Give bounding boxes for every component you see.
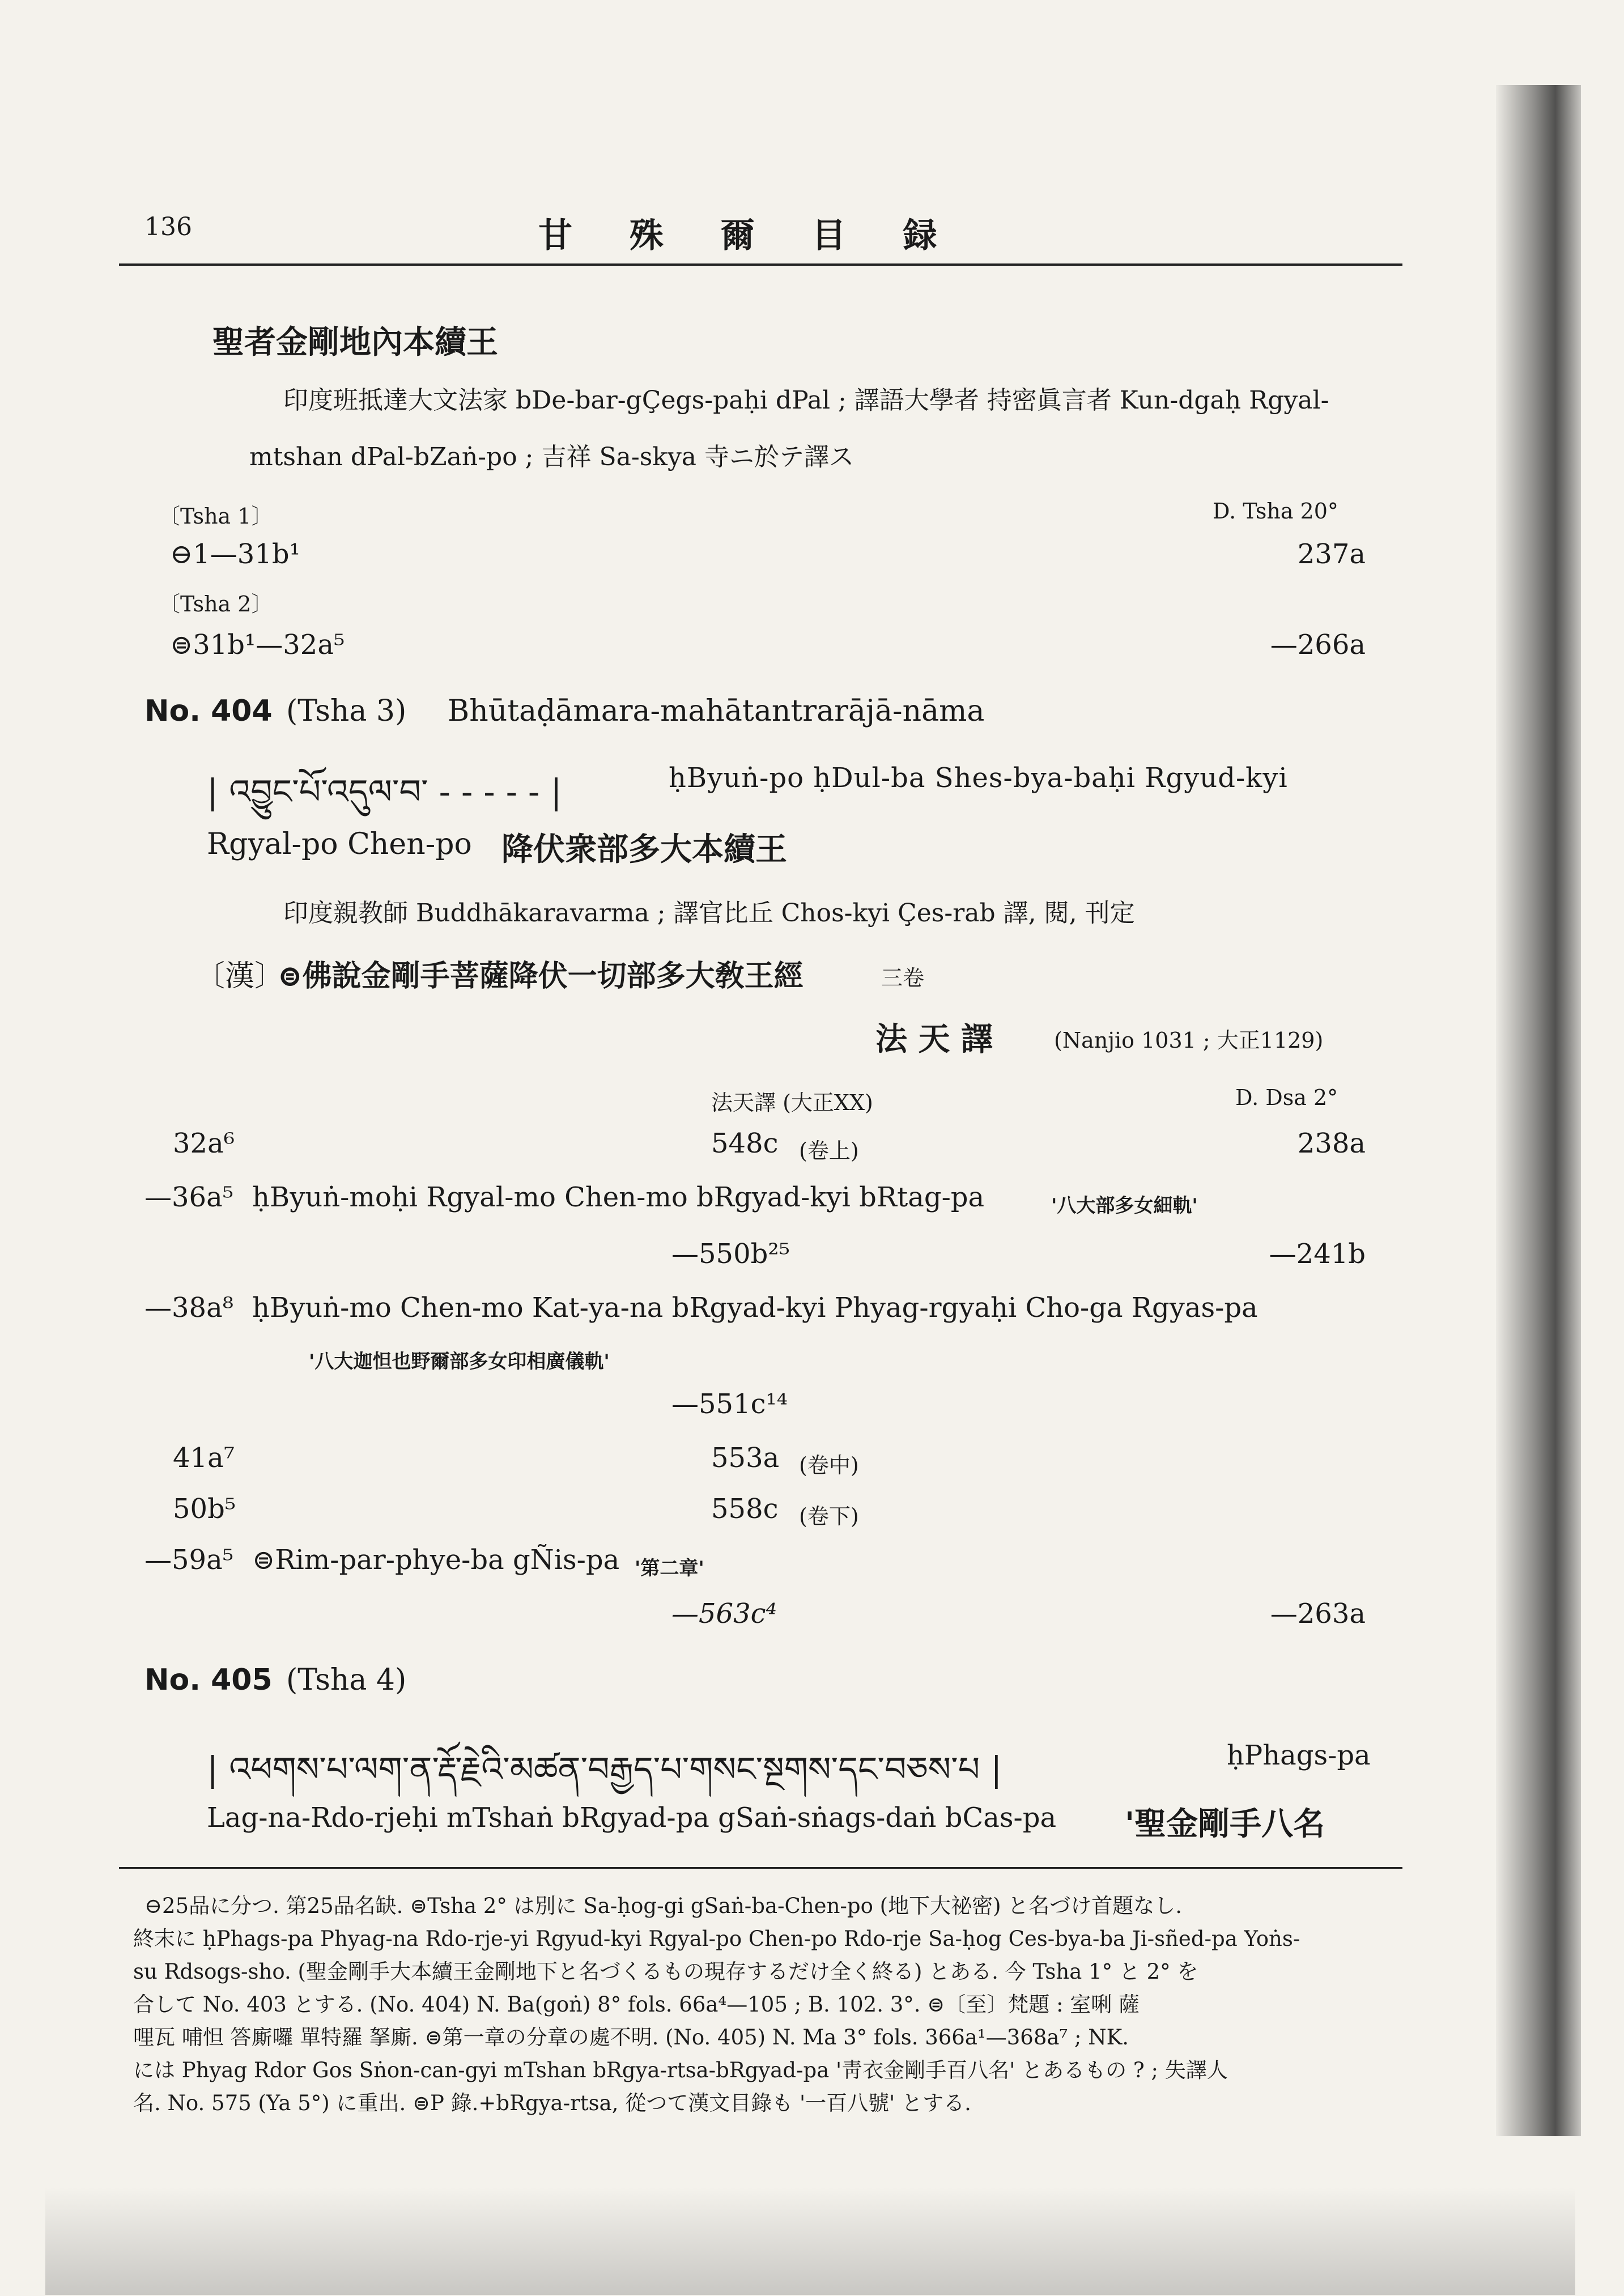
row-8-note: '第二章' bbox=[635, 1557, 704, 1580]
running-title: 甘 殊 爾 目 録 bbox=[538, 216, 960, 256]
tsha2-range: ⊜31b¹—32a⁵ bbox=[170, 629, 345, 661]
col-header-taisho: 法天譯 (大正XX) bbox=[711, 1090, 873, 1115]
row-3-derge: —241b bbox=[1269, 1238, 1366, 1270]
footnote-line: 合して No. 403 とする. (No. 404) N. Ba(goṅ) 8° fols. 66a⁴—105 ; B. 102. 3°. ⊜〔至〕梵題 : 室唎 薩 bbox=[133, 1992, 1140, 2017]
entry-404-title-wylie: Rgyal-po Chen-po bbox=[207, 827, 472, 861]
chinese-title: ⊜佛說金剛手菩薩降伏一切部多大敎王經 bbox=[278, 959, 804, 993]
entry-405-title-cjk: '聖金剛手八名 bbox=[1125, 1805, 1325, 1843]
row-5-taisho: —551c¹⁴ bbox=[671, 1388, 788, 1420]
tsha2-label: 〔Tsha 2〕 bbox=[159, 592, 273, 616]
entry-404-tibetan: | འབྱུང་པོ་འདུལ་བ་ - - - - - | bbox=[207, 772, 562, 812]
row-1-folio: 32a⁶ bbox=[173, 1128, 235, 1159]
entry-number-404: No. 404 bbox=[144, 694, 273, 728]
col-header-derge: D. Dsa 2° bbox=[1235, 1085, 1338, 1110]
chinese-translator: 法 天 譯 bbox=[875, 1021, 993, 1058]
tsha1-derge: 237a bbox=[1297, 538, 1366, 570]
footnote-line: 名. No. 575 (Ya 5°) に重出. ⊜P 錄.+bRgya-rtsa, 從つて漢文目錄も '一百八號' とする. bbox=[133, 2091, 971, 2115]
row-1-taisho-note: (卷上) bbox=[799, 1138, 859, 1163]
translators-line-2: mtshan dPal-bZaṅ-po ; 吉祥 Sa-skya 寺ニ於テ譯ス bbox=[249, 443, 854, 471]
footnote-line: ⊖25品に分つ. 第25品名缺. ⊜Tsha 2° は別に Sa-ḥog-gi gSaṅ-ba-Chen-po (地下大祕密) と名づけ首題なし. bbox=[144, 1894, 1183, 1918]
entry-number-405: No. 405 bbox=[144, 1663, 273, 1697]
row-9-derge: —263a bbox=[1270, 1598, 1366, 1630]
tsha1-range: ⊖1—31b¹ bbox=[170, 538, 300, 570]
footnote-line: 終末に ḥPhags-pa Phyag-na Rdo-rje-yi Rgyud-kyi Rgyal-po Chen-po Rdo-rje Sa-ḥog Ces-bya-ba Ji-sñed-pa Yoṅs- bbox=[133, 1927, 1300, 1951]
chinese-volumes: 三卷 bbox=[881, 966, 925, 990]
row-2-chapter: ḥByuṅ-moḥi Rgyal-mo Chen-mo bRgyad-kyi bRtag-pa bbox=[252, 1181, 985, 1213]
entry-405-tibetan: | འཕགས་པ་ལག་ན་རྡོ་རྗེའི་མཚན་བརྒྱད་པ་གསང་སྔགས་དང་བཅས་པ | bbox=[207, 1750, 1002, 1789]
tsha2-derge: —266a bbox=[1270, 629, 1366, 661]
page-number: 136 bbox=[144, 212, 192, 241]
header-rule bbox=[119, 263, 1402, 266]
derge-label: D. Tsha 20° bbox=[1213, 499, 1338, 524]
row-8-chapter: ⊜Rim-par-phye-ba gÑis-pa bbox=[252, 1544, 620, 1576]
entry-405-tsha: (Tsha 4) bbox=[286, 1663, 407, 1697]
row-6-folio: 41a⁷ bbox=[173, 1442, 235, 1474]
row-4-chapter: ḥByuṅ-mo Chen-mo Kat-ya-na bRgyad-kyi Phyag-rgyaḥi Cho-ga Rgyas-pa bbox=[252, 1292, 1258, 1324]
entry-404-tsha: (Tsha 3) bbox=[286, 694, 407, 728]
entry-title-prev: 聖者金剛地內本續王 bbox=[212, 324, 498, 361]
tsha1-label: 〔Tsha 1〕 bbox=[159, 504, 273, 529]
row-7-taisho: 558c bbox=[711, 1493, 779, 1525]
row-2-note: '八大部多女細軌' bbox=[1051, 1194, 1198, 1217]
row-2-folio: —36a⁵ bbox=[144, 1181, 233, 1213]
row-3-taisho: —550b²⁵ bbox=[671, 1238, 790, 1270]
entry-404-sanskrit: Bhūtaḍāmara-mahātantrarājā-nāma bbox=[448, 694, 985, 728]
entry-404-wylie: ḥByuṅ-po ḥDul-ba Shes-bya-baḥi Rgyud-kyi bbox=[669, 762, 1288, 794]
footnote-line: su Rdsogs-sho. (聖金剛手大本續王金剛地下と名づくるもの現存するだけ全く終る) とある. 今 Tsha 1° と 2° を bbox=[133, 1959, 1198, 1984]
row-1-derge: 238a bbox=[1297, 1128, 1366, 1159]
footnote-line: 哩瓦 哺怛 答廝囉 單特羅 拏廝. ⊜第一章の分章の處不明. (No. 405) N. Ma 3° fols. 366a¹—368a⁷ ; NK. bbox=[133, 2025, 1129, 2050]
page-edge-shadow bbox=[1496, 85, 1581, 2136]
row-6-taisho: 553a bbox=[711, 1442, 780, 1474]
entry-404-title-cjk: 降伏衆部多大本續王 bbox=[501, 831, 787, 868]
footnote-rule bbox=[119, 1867, 1402, 1869]
chinese-label: 〔漢〕 bbox=[195, 959, 284, 993]
row-8-folio: —59a⁵ bbox=[144, 1544, 233, 1576]
translators-line-1: 印度班抵達大文法家 bDe-bar-gÇegs-paḥi dPal ; 譯語大學者 持密眞言者 Kun-dgaḥ Rgyal- bbox=[283, 386, 1329, 415]
nanjio-ref: (Nanjio 1031 ; 大正1129) bbox=[1054, 1028, 1324, 1053]
scan-grain bbox=[45, 2187, 1575, 2295]
entry-405-wylie-start: ḥPhags-pa bbox=[1227, 1740, 1371, 1771]
row-9-taisho: —563c⁴ bbox=[671, 1598, 777, 1630]
row-4-note: '八大迦怛也野爾部多女印相廣儀軌' bbox=[309, 1350, 610, 1373]
row-7-folio: 50b⁵ bbox=[173, 1493, 236, 1525]
row-4-folio: —38a⁸ bbox=[144, 1292, 233, 1324]
row-7-taisho-note: (卷下) bbox=[799, 1504, 859, 1529]
footnote-line: には Phyag Rdor Gos Sṅon-can-gyi mTshan bRgya-rtsa-bRgyad-pa '靑衣金剛手百八名' とあるもの ? ; 失譯人 bbox=[133, 2058, 1228, 2082]
row-1-taisho: 548c bbox=[711, 1128, 779, 1159]
row-6-taisho-note: (卷中) bbox=[799, 1453, 859, 1478]
entry-405-title-wylie: Lag-na-Rdo-rjeḥi mTshaṅ bRgyad-pa gSaṅ-sṅags-daṅ bCas-pa bbox=[207, 1802, 1057, 1834]
entry-404-translators: 印度親教師 Buddhākaravarma ; 譯官比丘 Chos-kyi Çes-rab 譯, 閱, 刊定 bbox=[283, 899, 1135, 928]
